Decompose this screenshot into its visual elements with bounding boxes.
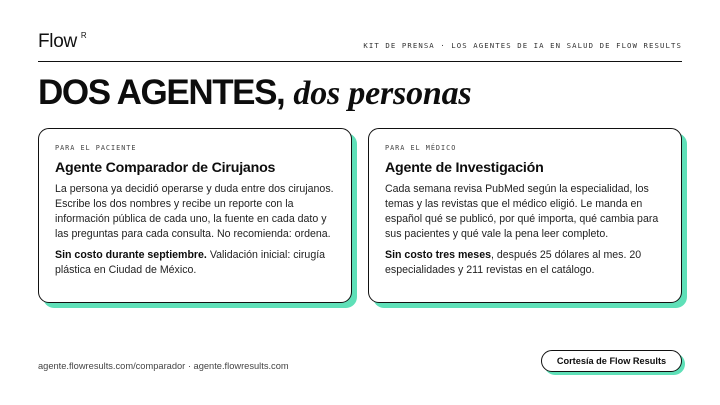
press-kit-kicker: KIT DE PRENSA · LOS AGENTES DE IA EN SALUD DE FLOW RESULTS	[363, 41, 682, 50]
credit-text: Cortesía de Flow Results	[541, 350, 682, 372]
logo-text: Flow	[38, 31, 77, 52]
headline-italic: dos personas	[293, 75, 472, 112]
card-audience-label: PARA EL PACIENTE	[55, 144, 137, 152]
headline-bold: DOS AGENTES,	[38, 73, 285, 112]
pricing-highlight: Sin costo durante septiembre.	[55, 249, 207, 261]
footer-urls: agente.flowresults.com/comparador · agente.flowresults.com	[38, 361, 289, 371]
card-description: La persona ya decidió operarse y duda entre dos cirujanos. Escribe los dos nombres y recibe un reporte con la información pública de cada uno, la fuente en cada dato y las preguntas para cada consulta. No recomienda: ordena.	[55, 183, 334, 240]
registered-mark: R	[80, 31, 87, 40]
patient-agent-card	[38, 128, 352, 303]
brand-logo	[38, 31, 87, 53]
pricing-detail: , después 25 dólares al mes. 20 especialidades y 211 revistas en el catálogo.	[385, 249, 642, 276]
pricing-highlight: Sin costo tres meses	[385, 249, 491, 261]
pricing-detail: Validación inicial: cirugía plástica en Ciudad de México.	[55, 249, 326, 276]
card-pricing-note	[55, 248, 335, 278]
credit-badge	[541, 350, 682, 372]
header-divider	[38, 61, 682, 62]
card-audience-label: PARA EL MÉDICO	[385, 144, 457, 152]
card-pricing-note	[385, 248, 665, 278]
card-title: Agente de Investigación	[385, 160, 544, 176]
doctor-agent-card	[368, 128, 682, 303]
page-headline	[38, 73, 471, 113]
card-title: Agente Comparador de Cirujanos	[55, 160, 276, 176]
card-panel	[368, 128, 682, 303]
card-panel	[38, 128, 352, 303]
card-description: Cada semana revisa PubMed según la especialidad, los temas y las revistas que el médico eligió. Le manda en español qué se publicó, por qué importa, qué cambia para sus pacientes y qué vale la pena leer completo.	[385, 183, 659, 240]
